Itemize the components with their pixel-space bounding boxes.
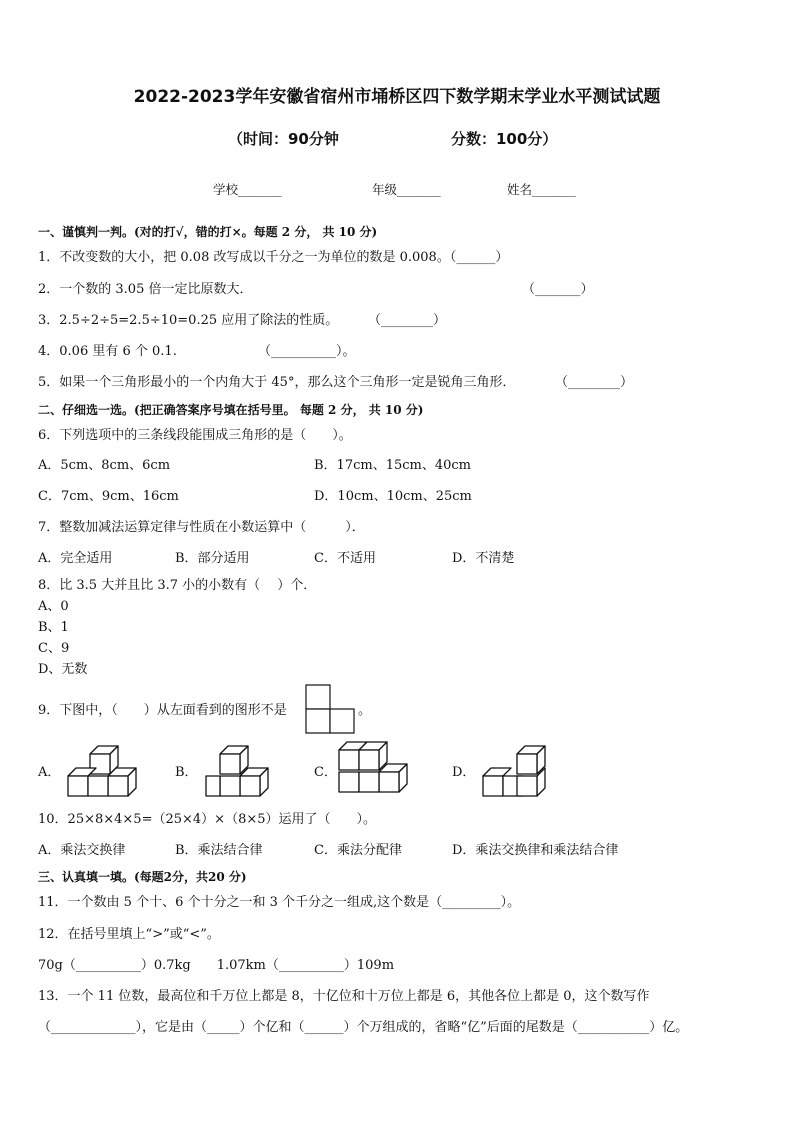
question-5: 5．如果一个三角形最小的一个内角大于 45°，那么这个三角形一定是锐角三角形． [38,375,516,390]
question-9-end: 。 [358,703,372,718]
question-10-option-b: B．乘法结合律 [175,843,263,858]
section-3-heading: 三、认真填一填。(每题2分，共20 分) [38,870,247,884]
exam-time: （时间：90分钟 [228,130,339,148]
question-9-option-d: D． [452,765,476,780]
question-4-blank: （__________）。 [258,344,356,359]
grade-field: 年级_______ [372,182,441,197]
question-9: 9．下图中，（ ）从左面看到的图形不是 [38,703,287,718]
question-6-option-b: B．17cm、15cm、40cm [314,458,472,473]
cube-stack-d-figure [481,742,557,802]
question-9-option-b: B． [175,765,198,780]
question-8: 8．比 3.5 大并且比 3.7 小的小数有（ ）个． [38,578,317,593]
question-9-option-c: C． [314,765,337,780]
exam-score: 分数：100分） [451,130,558,148]
section-1-heading: 一、谨慎判一判。(对的打√，错的打×。每题 2 分， 共 10 分) [38,225,378,239]
question-2: 2．一个数的 3.05 倍一定比原数大． [38,282,253,297]
question-3: 3．2.5÷2÷5=2.5÷10=0.25 应用了除法的性质。 [38,313,339,328]
question-10-option-c: C．乘法分配律 [314,843,402,858]
school-field: 学校_______ [213,182,282,197]
question-8-option-c: C、9 [38,641,70,656]
cube-stack-a-figure [66,742,142,802]
question-5-blank: （________） [555,375,634,390]
question-9-option-a: A． [38,765,61,780]
question-8-option-a: A、0 [38,599,69,614]
question-12-comparisons: 70g（__________）0.7kg 1.07km（__________）109m [38,958,395,973]
question-11: 11．一个数由 5 个十、6 个十分之一和 3 个千分之一组成,这个数是（_________）。 [38,895,521,910]
question-10-option-d: D．乘法交换律和乘法结合律 [452,843,619,858]
question-7: 7．整数加减法运算定律与性质在小数运算中（ ）． [38,520,365,535]
question-6-option-d: D．10cm、10cm、25cm [314,489,472,504]
question-1: 1．不改变数的大小，把 0.08 改写成以千分之一为单位的数是 0.008。（______） [38,250,509,265]
question-6: 6．下列选项中的三条线段能围成三角形的是（ ）。 [38,428,352,443]
question-13: 13．一个 11 位数，最高位和千万位上都是 8，十亿位和十万位上都是 6，其他各位上都是 0，这个数写作 [38,989,650,1004]
name-field: 姓名_______ [507,182,576,197]
question-2-blank: （_______） [522,282,594,297]
cube-stack-c-figure [337,742,417,802]
question-7-option-d: D．不清楚 [452,551,515,566]
cube-stack-b-figure [204,742,280,802]
left-view-shape-figure [305,684,357,736]
section-2-heading: 二、仔细选一选。(把正确答案序号填在括号里。 每题 2 分， 共 10 分) [38,403,424,417]
question-12: 12．在括号里填上“>”或“<”。 [38,927,220,942]
question-4: 4．0.06 里有 6 个 0.1. [38,344,177,359]
question-7-option-a: A．完全适用 [38,551,113,566]
question-10-option-a: A．乘法交换律 [38,843,126,858]
question-7-option-c: C．不适用 [314,551,376,566]
page-title: 2022-2023学年安徽省宿州市埇桥区四下数学期末学业水平测试试题 [133,87,661,107]
question-8-option-b: B、1 [38,620,69,635]
question-6-option-c: C．7cm、9cm、16cm [38,489,179,504]
question-7-option-b: B．部分适用 [175,551,250,566]
question-8-option-d: D、无数 [38,662,88,677]
question-13-blanks: （_____________），它是由（_____）个亿和（______）个万组成的，省略“亿”后面的尾数是（___________）亿。 [38,1020,689,1035]
question-3-blank: （________） [368,313,447,328]
question-6-option-a: A．5cm、8cm、6cm [38,458,171,473]
question-10: 10．25×8×4×5=（25×4）×（8×5）运用了（ ）。 [38,812,377,827]
